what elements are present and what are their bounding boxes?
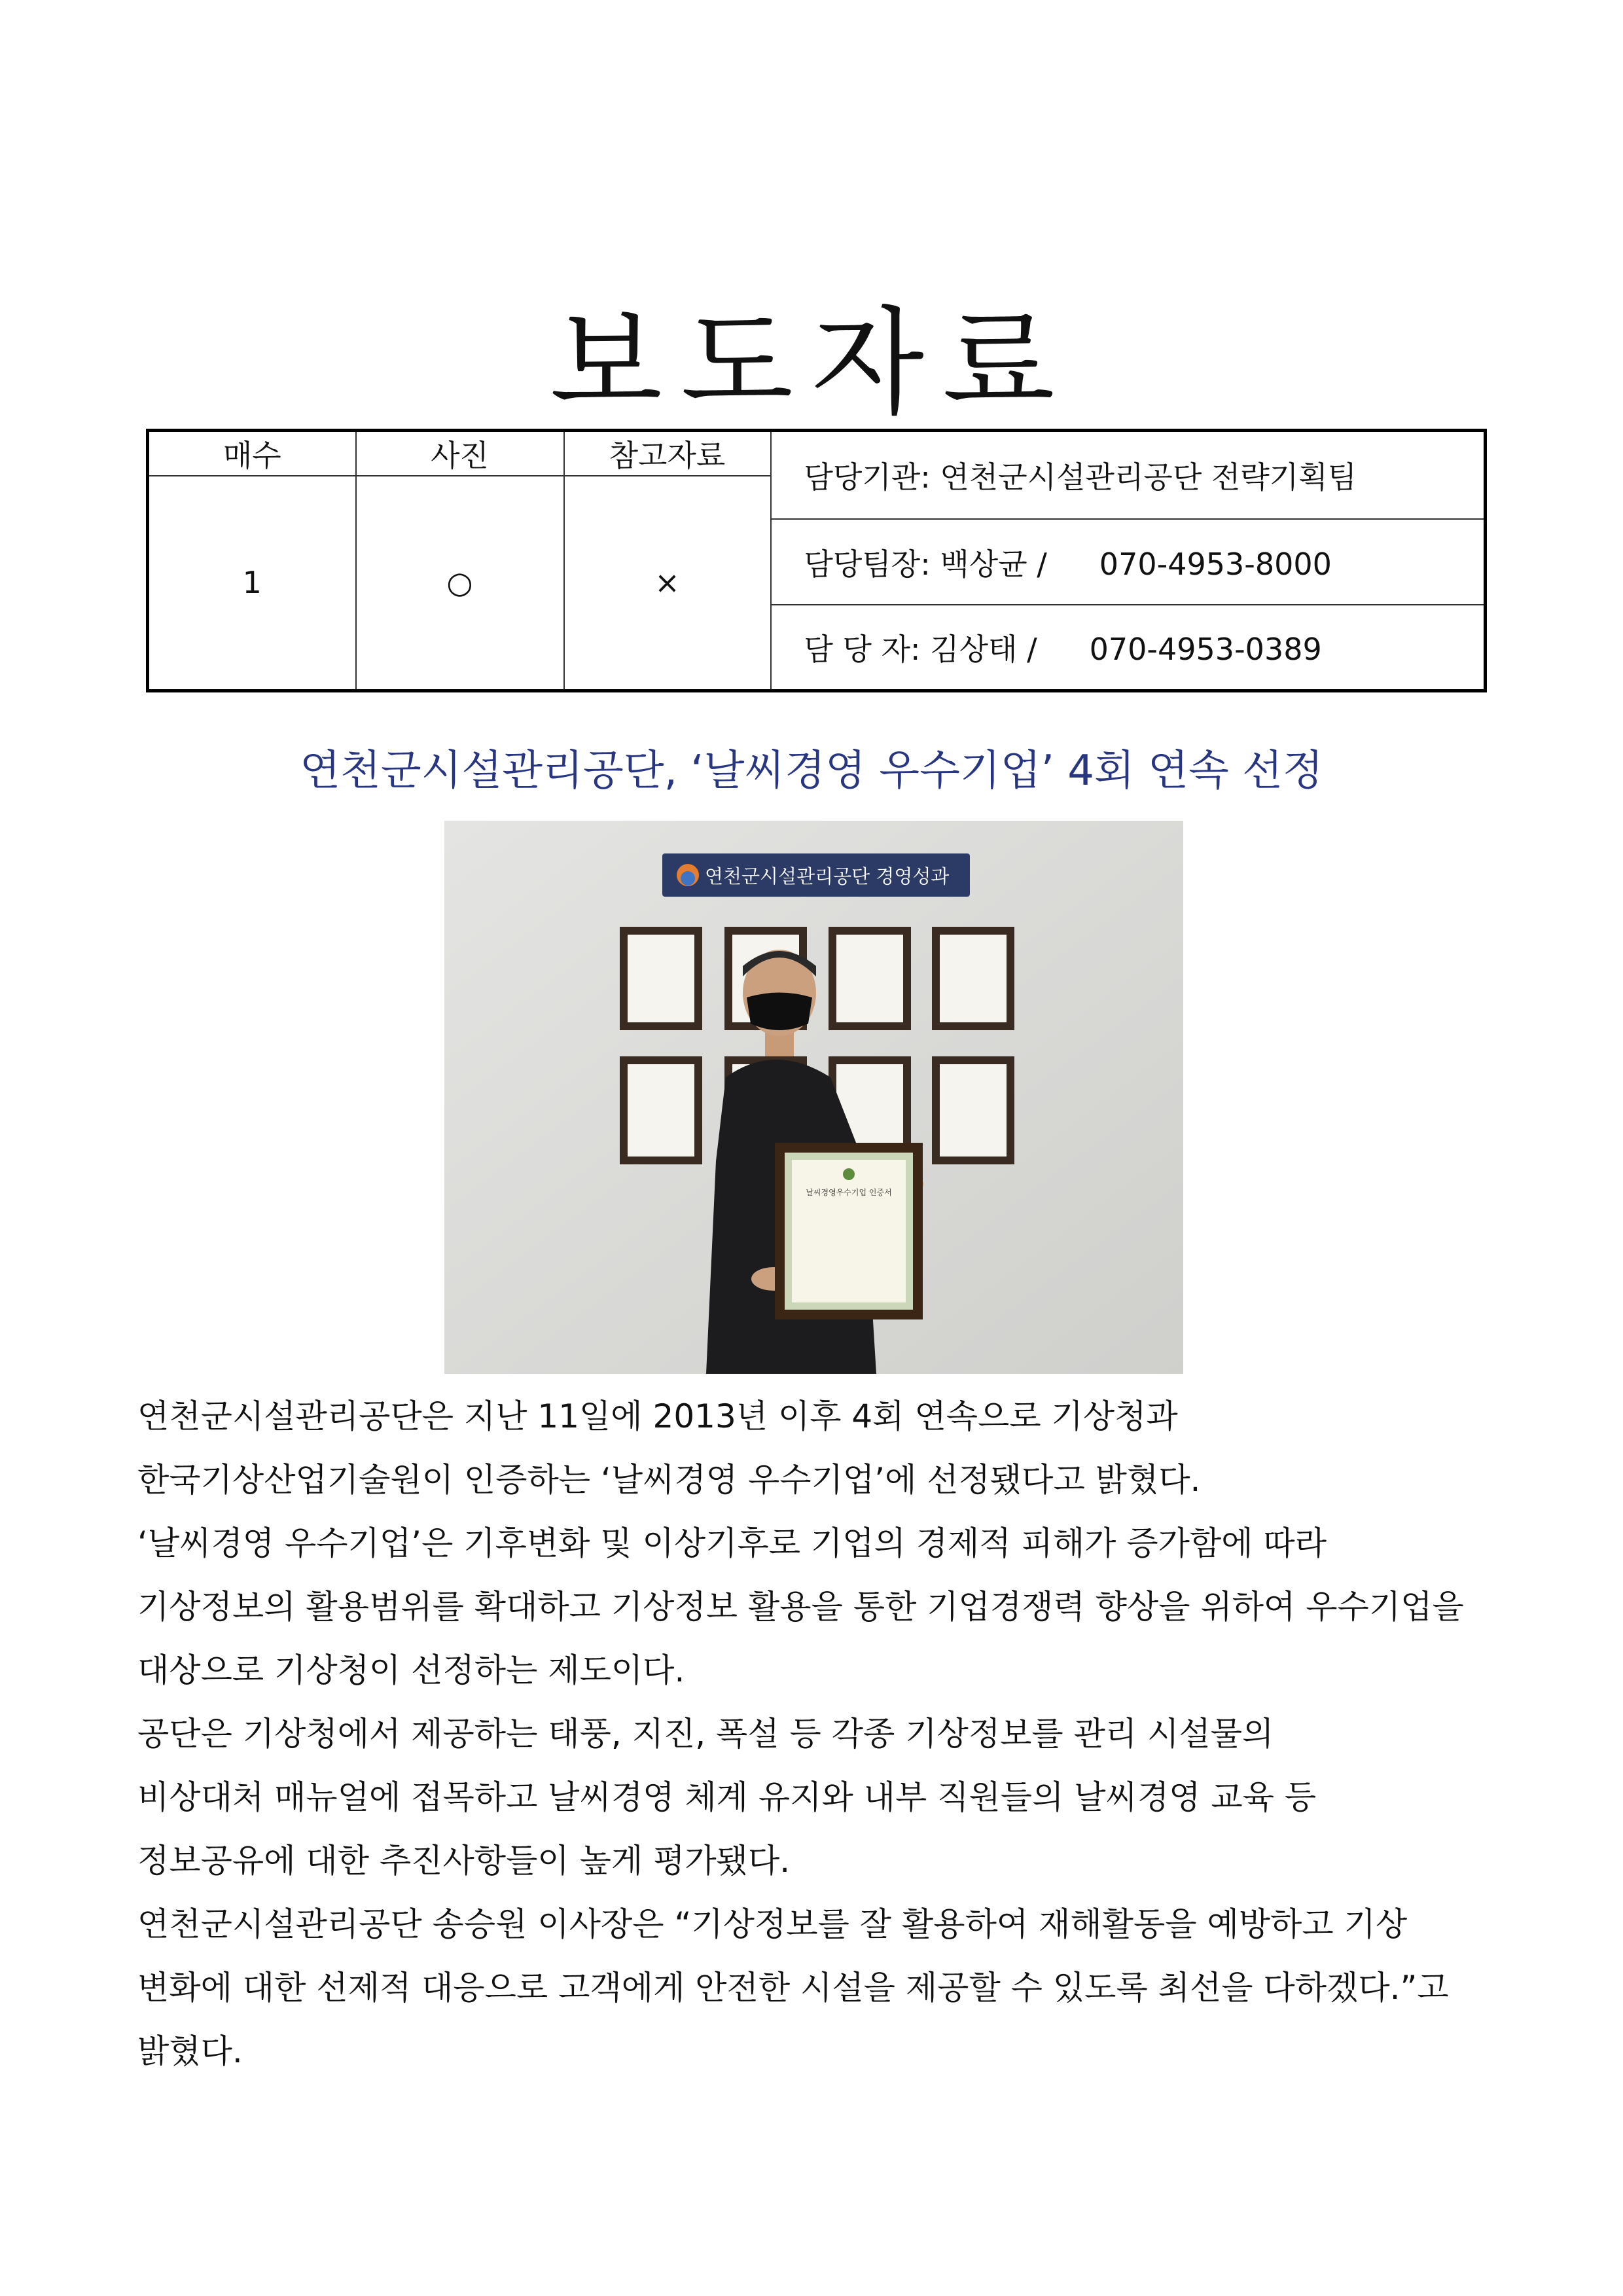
- article-body: [137, 1385, 1492, 2083]
- body-line-8: 정보공유에 대한 추진사항들이 높게 평가됐다.: [137, 1842, 791, 1880]
- header-photo: 사진: [356, 431, 564, 476]
- team-leader-label: 담당팀장: 백상균 /: [804, 546, 1047, 582]
- body-line-6: 공단은 기상청에서 제공하는 태풍, 지진, 폭설 등 각종 기상정보를 관리 시설물의: [137, 1715, 1274, 1753]
- team-leader-phone: 070-4953-8000: [1099, 546, 1332, 582]
- body-line-4: 기상정보의 활용범위를 확대하고 기상정보 활용을 통한 기업경쟁력 향상을 위하여 우수기업을: [137, 1588, 1464, 1626]
- contact-person-phone: 070-4953-0389: [1089, 631, 1322, 667]
- headline: 연천군시설관리공단, ‘날씨경영 우수기업’ 4회 연속 선정: [300, 747, 1323, 795]
- agency-cell: [771, 431, 1486, 520]
- value-pages: 1: [148, 476, 356, 691]
- held-certificate: [775, 1143, 923, 1319]
- team-leader-cell: [771, 519, 1486, 605]
- body-line-7: 비상대처 매뉴얼에 접목하고 날씨경영 체계 유지와 내부 직원들의 날씨경영 교육 등: [137, 1778, 1317, 1816]
- value-photo: ○: [356, 476, 564, 691]
- certificate-title: 날씨경영우수기업 인증서: [806, 1188, 892, 1197]
- body-line-2: 한국기상산업기술원이 인증하는 ‘날씨경영 우수기업’에 선정됐다고 밝혔다.: [137, 1461, 1201, 1499]
- document-title: 보도자료: [550, 295, 1073, 431]
- info-table: [146, 429, 1487, 692]
- body-line-5: 대상으로 기상청이 선정하는 제도이다.: [137, 1651, 685, 1689]
- body-line-10: 변화에 대한 선제적 대응으로 고객에게 안전한 시설을 제공할 수 있도록 최선을 다하겠다.”고: [137, 1969, 1449, 2007]
- body-line-11: 밝혔다.: [137, 2032, 243, 2070]
- body-line-3: ‘날씨경영 우수기업’은 기후변화 및 이상기후로 기업의 경제적 피해가 증가함에 따라: [137, 1524, 1327, 1562]
- agency-text: 담당기관: 연천군시설관리공단 전략기획팀: [804, 459, 1357, 495]
- header-pages: 매수: [148, 431, 356, 476]
- header-reference: 참고자료: [564, 431, 771, 476]
- contact-person-cell: [771, 605, 1486, 691]
- banner-text: 연천군시설관리공단 경영성과: [705, 865, 950, 888]
- value-reference: ×: [564, 476, 771, 691]
- body-line-9: 연천군시설관리공단 송승원 이사장은 “기상정보를 잘 활용하여 재해활동을 예방하고 기상: [137, 1905, 1408, 1943]
- award-photo: [444, 821, 1183, 1374]
- face-mask-icon: [747, 993, 812, 1031]
- body-line-1: 연천군시설관리공단은 지난 11일에 2013년 이후 4회 연속으로 기상청과: [137, 1397, 1178, 1435]
- contact-person-label: 담 당 자: 김상태 /: [804, 631, 1037, 667]
